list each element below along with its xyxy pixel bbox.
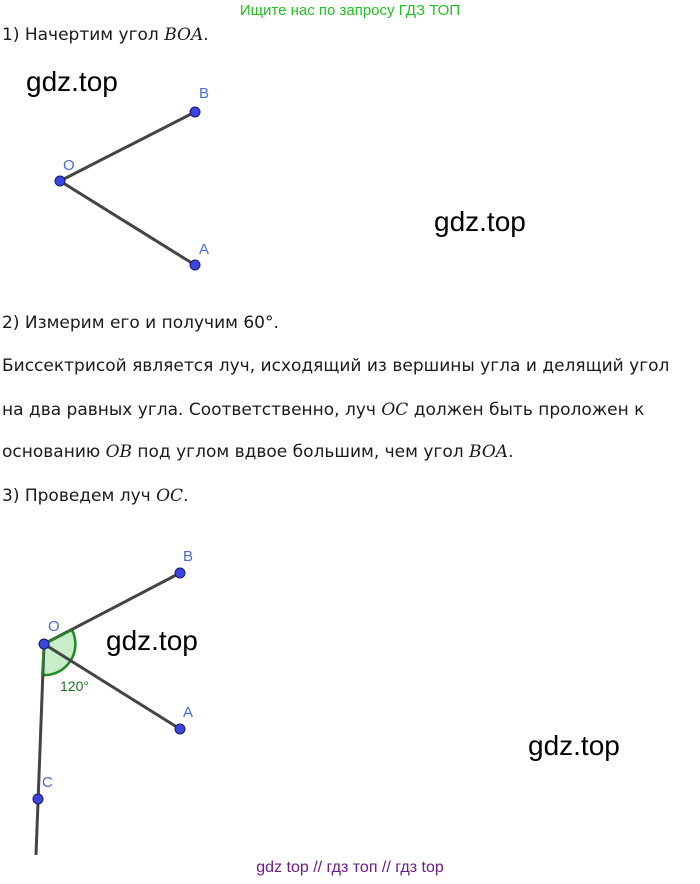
para-l3-text-a: основанию [2,442,106,462]
figure-1-angle-boa [55,85,209,270]
para-l2-math: OC [381,400,409,420]
point-o-2 [39,639,49,649]
para-l2-text-b: должен быть проложен к [408,400,645,420]
angle-value-label: 120° [60,678,89,694]
point-a-2 [175,724,185,734]
step-3-text: 3) Проведем луч [2,486,157,506]
watermark-1: gdz.top [26,66,118,97]
point-c [33,794,43,804]
watermark-3: gdz.top [106,625,198,656]
figure-2-ray-oc [33,548,193,855]
ray-oc [36,644,44,855]
point-o [55,176,65,186]
search-banner: Ищите нас по запросу ГДЗ ТОП [239,2,461,19]
watermark-4: gdz.top [528,730,620,761]
para-l3-math-2: BOA [469,442,509,462]
step-1-end: . [203,25,209,45]
paragraph-line-3 [2,441,513,463]
step-3-math: OC [156,486,184,506]
ray-oa [60,181,195,265]
step-1-text: 1) Начертим угол [2,25,165,45]
para-l2-text-a: на два равных угла. Соответственно, луч [2,400,382,420]
point-b-2 [175,568,185,578]
ray-ob [60,112,195,181]
para-l3-text-c: . [508,442,514,462]
watermark-2: gdz.top [434,206,526,237]
paragraph-line-2 [2,399,644,421]
para-l3-text-b: под углом вдвое большим, чем угол [132,442,470,462]
label-a-2: A [183,704,194,721]
point-b [190,107,200,117]
paragraph-line-1: Биссектрисой является луч, исходящий из вершины угла и делящий угол [2,356,670,376]
step-2-line: 2) Измерим его и получим 60°. [2,313,279,333]
step-3-end: . [183,486,189,506]
para-l3-math-1: OB [105,442,133,462]
label-c: C [42,774,53,791]
label-b: B [199,85,210,102]
label-o-2: O [48,618,60,635]
label-b-2: B [183,548,194,565]
label-o: O [63,157,75,174]
footer-links: gdz top // гдз топ // гдз top [256,859,444,876]
point-a [190,260,200,270]
label-a: A [199,241,210,258]
step-1-math: BOA [164,25,204,45]
step-3-line [2,485,188,507]
